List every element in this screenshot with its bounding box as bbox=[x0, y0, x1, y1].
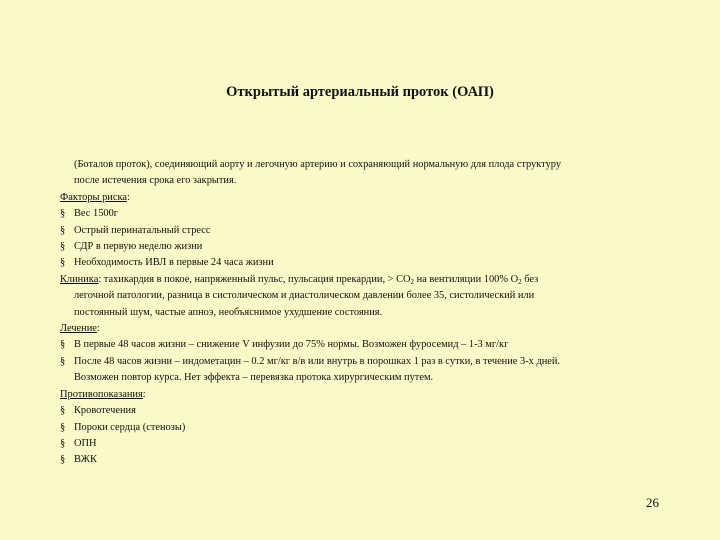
treatment-item bbox=[60, 354, 660, 370]
risk-item-text: СДР в первую неделю жизни bbox=[74, 241, 203, 253]
treatment-heading-line: Лечение: bbox=[60, 323, 100, 335]
treatment-item bbox=[60, 337, 660, 353]
treatment-heading: Лечение bbox=[60, 323, 97, 335]
contra-item bbox=[60, 436, 660, 452]
clinic-line-2: легочной патологии, разница в систолическом и диастолическом давлении более 35, систолический или bbox=[74, 290, 535, 302]
contra-item-text: ВЖК bbox=[74, 454, 97, 466]
intro-text-line-1: (Боталов проток), соединяющий аорту и легочную артерию и сохраняющий нормальную для плода структуру bbox=[74, 159, 562, 170]
bullet-icon: § bbox=[60, 224, 66, 236]
contra-item-text: Кровотечения bbox=[74, 405, 136, 417]
intro-text-line-2: после истечения срока его закрытия. bbox=[74, 175, 237, 187]
slide-title: Открытый артериальный проток (ОАП) bbox=[226, 84, 494, 100]
risk-factors-heading-line: Факторы риска: bbox=[60, 191, 130, 203]
risk-item bbox=[60, 239, 660, 255]
risk-item bbox=[60, 223, 660, 239]
bullet-icon: § bbox=[60, 339, 66, 351]
risk-item bbox=[60, 255, 660, 271]
treatment-item-text: В первые 48 часов жизни – снижение V инфузии до 75% нормы. Возможен фуросемид – 1-3 мг/кг bbox=[74, 339, 509, 351]
clinic-text: : тахикардия в покое, напряженный пульс, пульсация прекардии, > CO bbox=[98, 273, 411, 285]
risk-factors-heading: Факторы риска bbox=[60, 191, 127, 203]
treatment-item-text: После 48 часов жизни – индометацин – 0.2 мг/кг в/в или внутрь в порошках 1 раз в сутки, в течение 3-х дней. bbox=[74, 355, 561, 367]
risk-item bbox=[60, 206, 660, 222]
contra-item bbox=[60, 403, 660, 419]
clinic-line-3: постоянный шум, частые апноэ, необъяснимое ухудшение состояния. bbox=[74, 306, 383, 318]
risk-item-text: Необходимость ИВЛ в первые 24 часа жизни bbox=[74, 257, 274, 269]
bullet-icon: § bbox=[60, 437, 66, 449]
contra-item bbox=[60, 452, 660, 468]
bullet-icon: § bbox=[60, 355, 66, 367]
bullet-icon: § bbox=[60, 405, 66, 417]
bullet-icon: § bbox=[60, 454, 66, 466]
bullet-icon: § bbox=[60, 208, 66, 220]
contra-heading-line: Противопоказания: bbox=[60, 388, 146, 400]
clinic-text: без bbox=[521, 273, 539, 285]
contraindications-heading: Противопоказания bbox=[60, 388, 143, 400]
bullet-icon: § bbox=[60, 421, 66, 433]
contra-item-text: ОПН bbox=[74, 437, 97, 449]
subscript: 2 bbox=[410, 277, 415, 286]
clinic-heading: Клиника bbox=[60, 273, 99, 285]
contra-item-text: Пороки сердца (стенозы) bbox=[74, 421, 186, 433]
treatment-item-continuation: Возможен повтор курса. Нет эффекта – перевязка протока хирургическим путем. bbox=[74, 372, 434, 384]
risk-item-text: Вес 1500г bbox=[74, 208, 119, 220]
bullet-icon: § bbox=[60, 241, 66, 253]
slide-body bbox=[60, 157, 660, 469]
contra-item bbox=[60, 420, 660, 436]
page-number: 26 bbox=[646, 495, 659, 510]
subscript: 2 bbox=[518, 277, 522, 286]
clinic-text: на вентиляции 100% O bbox=[414, 273, 519, 285]
risk-item-text: Острый перинатальный стресс bbox=[74, 224, 211, 236]
bullet-icon: § bbox=[60, 257, 66, 269]
clinic-line-1 bbox=[60, 272, 660, 288]
